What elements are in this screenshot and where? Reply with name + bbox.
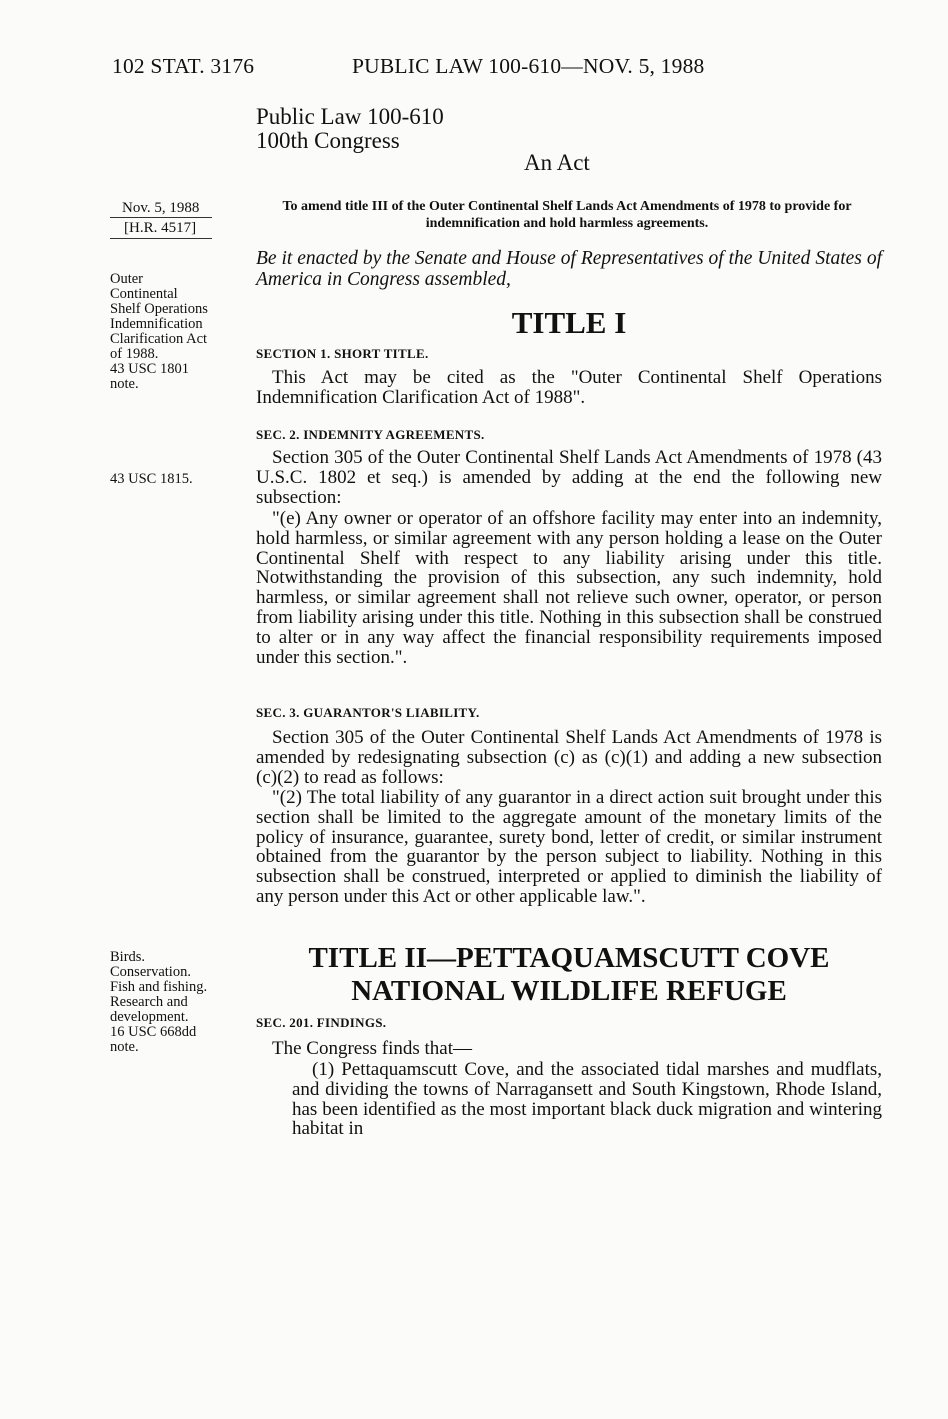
section-201-heading: SEC. 201. FINDINGS. — [256, 1015, 387, 1030]
margin-date: Nov. 5, 1988 — [122, 200, 200, 216]
margin-short-title-note: Outer Continental Shelf Operations Indemnification Clarification Act of 1988. 43 USC 1801 note. — [110, 271, 208, 392]
section-1-heading: SECTION 1. SHORT TITLE. — [256, 346, 429, 361]
margin-bill-number: [H.R. 4517] — [124, 220, 197, 236]
section-3-heading: SEC. 3. GUARANTOR'S LIABILITY. — [256, 705, 480, 720]
section-201-finding-1: (1) Pettaquamscutt Cove, and the associated tidal marshes and mudflats, and dividing the towns of Narragansett and South Kingstown, Rhode Island, has been identified as the most important black duck migration and wintering habitat in — [292, 1059, 882, 1140]
section-3-text: Section 305 of the Outer Continental Shelf Lands Act Amendments of 1978 is amended by redesignating subsection (c) as (c)(1) and adding a new subsection (c)(2) to read as follows: — [256, 727, 882, 788]
margin-divider — [110, 217, 212, 218]
law-number: Public Law 100-610 — [256, 104, 444, 129]
margin-divider — [110, 238, 212, 239]
an-act-heading: An Act — [524, 150, 590, 175]
title-2-heading: TITLE II—PETTAQUAMSCUTT COVE NATIONAL WILDLIFE REFUGE — [308, 942, 830, 1007]
act-purpose: To amend title III of the Outer Continental Shelf Lands Act Amendments of 1978 to provide for indemnification and hold harmless agreements. — [282, 199, 852, 231]
section-201-intro: The Congress finds that— — [272, 1038, 473, 1059]
stat-page-number: 102 STAT. 3176 — [112, 54, 255, 78]
section-3-quoted-subsection: "(2) The total liability of any guarantor in a direct action suit brought under this section shall be limited to the aggregate amount of the monetary limits of the policy of insurance, guarantee, surety bond, letter of credit, or similar instrument obtained from the guarantor by the person subject to liability. Nothing in this subsection shall be construed, interpreted or applied to diminish the liability of any person under this Act or other applicable law.". — [256, 787, 882, 907]
margin-title-2-note: Birds. Conservation. Fish and fishing. Research and development. 16 USC 668dd note. — [110, 949, 208, 1055]
section-1-text: This Act may be cited as the "Outer Continental Shelf Operations Indemnification Clarification Act of 1988". — [256, 367, 882, 408]
congress-number: 100th Congress — [256, 128, 400, 153]
margin-usc-reference: 43 USC 1815. — [110, 471, 193, 487]
title-1-heading: TITLE I — [511, 305, 627, 340]
section-2-quoted-subsection: "(e) Any owner or operator of an offshore facility may enter into an indemnity, hold harmless, or similar agreement with any person holding a lease on the Outer Continental Shelf with respect to any liability arising under this title. Notwithstanding the provision of this subsection, any such indemnity, hold harmless, or similar agreement shall not relieve such owner, operator, or person from liability arising under this title. Nothing in this subsection shall be construed to alter or in any way affect the financial responsibility requirements imposed under this section.". — [256, 508, 882, 668]
running-title: PUBLIC LAW 100-610—NOV. 5, 1988 — [352, 54, 705, 78]
section-2-text: Section 305 of the Outer Continental Shelf Lands Act Amendments of 1978 (43 U.S.C. 1802 et seq.) is amended by adding at the end the following new subsection: — [256, 447, 882, 508]
section-2-heading: SEC. 2. INDEMNITY AGREEMENTS. — [256, 427, 485, 442]
enacting-clause: Be it enacted by the Senate and House of Representatives of the United States of America in Congress assembled, — [256, 248, 882, 290]
